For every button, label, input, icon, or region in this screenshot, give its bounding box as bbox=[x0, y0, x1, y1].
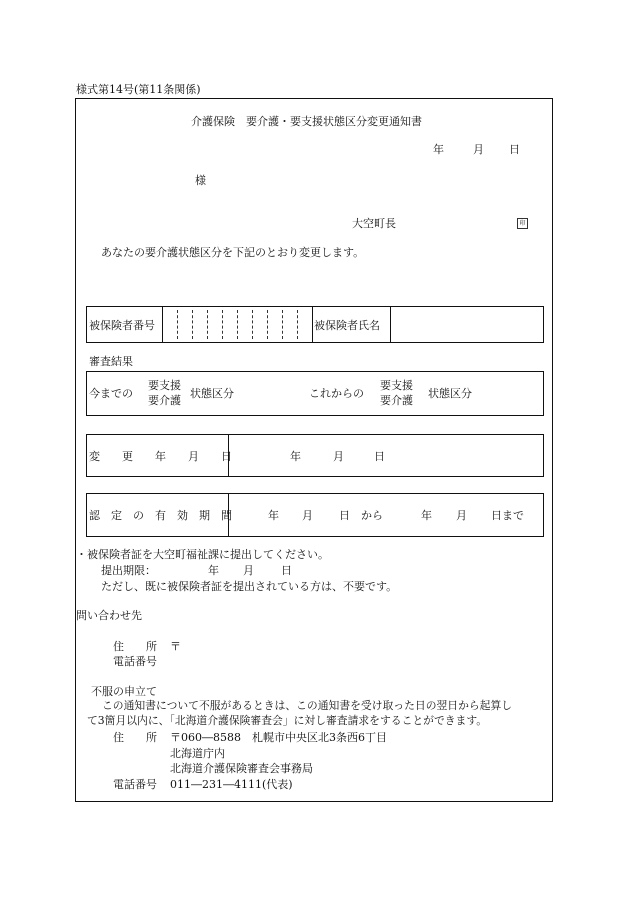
deadline-label: 提出期限： bbox=[101, 564, 156, 577]
validity-label: 認 定 の 有 効 期 間 bbox=[89, 509, 232, 522]
previous-care-type-care: 要介護 bbox=[148, 394, 181, 407]
form-number: 様式第14号(第11条関係) bbox=[76, 83, 201, 96]
appeal-body-line2: て3箇月以内に、「北海道介護保険審査会」に対し審査請求をすることができます。 bbox=[87, 714, 488, 727]
change-date-label: 変 更 年 月 日 bbox=[89, 450, 232, 463]
deadline-day: 日 bbox=[281, 564, 292, 577]
appeal-address-line2: 北海道庁内 bbox=[170, 747, 225, 760]
issue-month-label: 月 bbox=[473, 143, 484, 156]
document-title: 介護保険 要介護・要支援状態区分変更通知書 bbox=[191, 115, 422, 128]
new-label: これからの bbox=[309, 387, 364, 400]
previous-label: 今までの bbox=[89, 387, 133, 400]
validity-start-day: 日 bbox=[339, 509, 350, 522]
new-care-type-care: 要介護 bbox=[380, 394, 413, 407]
inquiry-heading: 問い合わせ先 bbox=[76, 609, 142, 622]
seal-mark: 印 bbox=[517, 218, 528, 229]
inquiry-phone-label: 電話番号 bbox=[113, 655, 157, 668]
inquiry-address-label: 住 所 bbox=[113, 640, 157, 653]
validity-start-year: 年 bbox=[268, 509, 279, 522]
previous-care-type bbox=[148, 378, 181, 408]
validity-end-day: 日まで bbox=[491, 509, 524, 522]
appeal-address-line3: 北海道介護保険審査会事務局 bbox=[170, 762, 313, 775]
change-month: 月 bbox=[333, 450, 344, 463]
issue-year-label: 年 bbox=[433, 143, 444, 156]
previous-status-label: 状態区分 bbox=[190, 387, 234, 400]
validity-from: から bbox=[361, 509, 383, 522]
new-care-type-support: 要支援 bbox=[380, 379, 413, 392]
recipient-suffix: 様 bbox=[195, 174, 206, 187]
appeal-phone-value: 011―231―4111(代表) bbox=[170, 778, 293, 791]
new-status-label: 状態区分 bbox=[428, 387, 472, 400]
appeal-heading: 不服の申立て bbox=[91, 685, 157, 698]
new-care-type bbox=[380, 378, 413, 408]
insured-name-label: 被保険者氏名 bbox=[314, 319, 380, 332]
insured-number-label: 被保険者番号 bbox=[89, 319, 155, 332]
deadline-month: 月 bbox=[243, 564, 254, 577]
inquiry-postal-mark: 〒 bbox=[170, 640, 181, 653]
appeal-phone-label: 電話番号 bbox=[113, 778, 157, 791]
validity-start-month: 月 bbox=[302, 509, 313, 522]
appeal-address-label: 住 所 bbox=[113, 731, 157, 744]
validity-end-month: 月 bbox=[456, 509, 467, 522]
change-year: 年 bbox=[290, 450, 301, 463]
change-day: 日 bbox=[374, 450, 385, 463]
validity-end-year: 年 bbox=[421, 509, 432, 522]
submission-exception: ただし、既に被保険者証を提出されている方は、不要です。 bbox=[101, 580, 398, 593]
appeal-body-line1: この通知書について不服があるときは、この通知書を受け取った日の翌日から起算し bbox=[102, 699, 513, 712]
intro-text: あなたの要介護状態区分を下記のとおり変更します。 bbox=[101, 246, 365, 259]
submission-note: ・被保険者証を大空町福祉課に提出してください。 bbox=[76, 548, 329, 561]
review-result-heading: 審査結果 bbox=[89, 355, 133, 368]
appeal-address-line1: 〒060―8588 札幌市中央区北3条西6丁目 bbox=[170, 731, 387, 744]
previous-care-type-support: 要支援 bbox=[148, 379, 181, 392]
deadline-year: 年 bbox=[208, 564, 219, 577]
issue-day-label: 日 bbox=[509, 143, 520, 156]
issuer-name: 大空町長 bbox=[352, 217, 396, 230]
